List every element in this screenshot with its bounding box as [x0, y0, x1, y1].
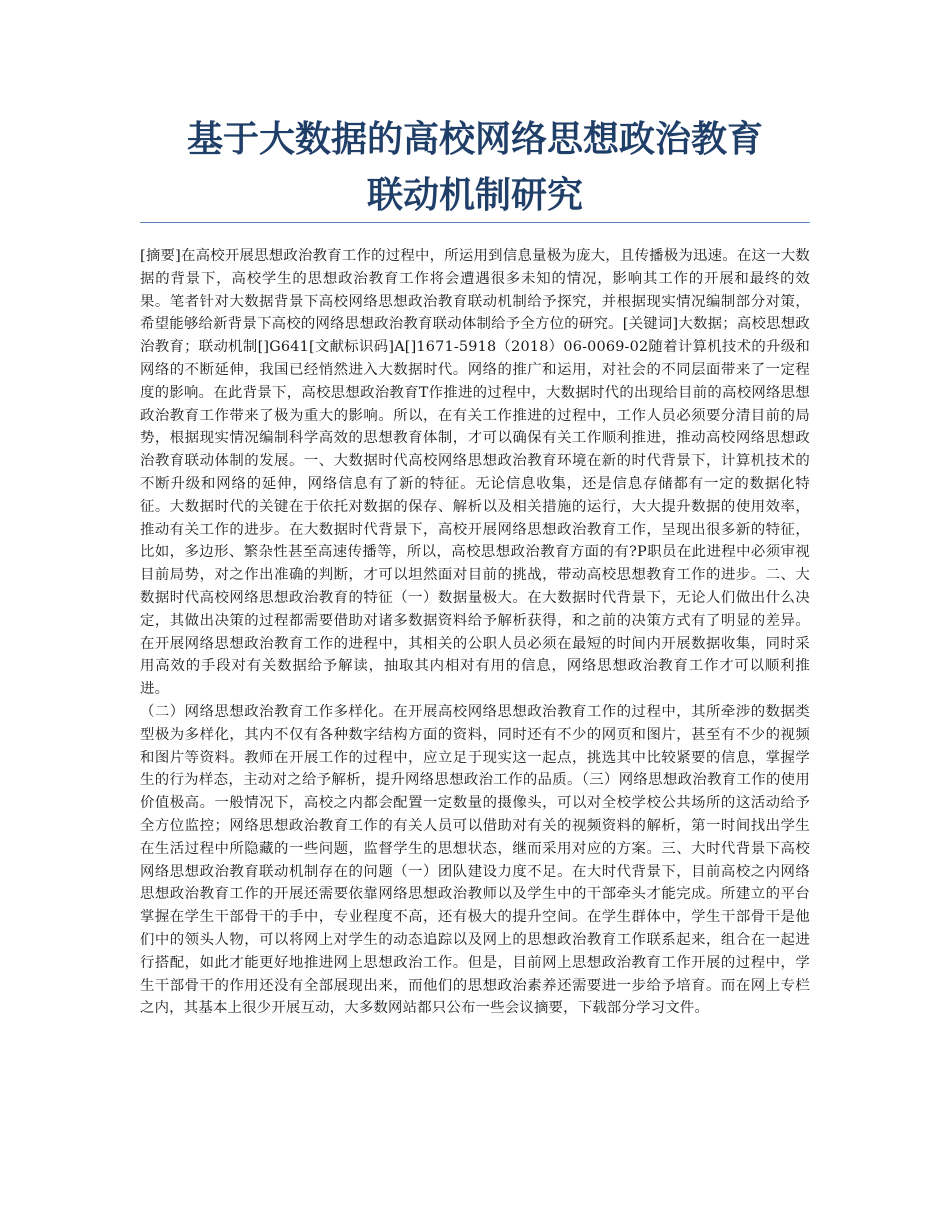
article-body — [140, 245, 810, 1020]
paragraph-2: （二）网络思想政治教育工作多样化。在开展高校网络思想政治教育工作的过程中，其所牵涉的数据类型极为多样化，其内不仅有各种数字结构方面的资料，同时还有不少的网页和图片，甚至有不少的视频和图片等资料。教师在开展工作的过程中，应立足于现实这一起点，挑选其中比较紧要的信息，掌握学生的行为样态，主动对之给予解析，提升网络思想政治工作的品质。（三）网络思想政治教育工作的使用价值极高。一般情况下，高校之内都会配置一定数量的摄像头，可以对全校学校公共场所的这活动给予全方位监控；网络思想政治教育工作的有关人员可以借助对有关的视频资料的解析，第一时间找出学生在生活过程中所隐藏的一些问题，监督学生的思想状态，继而采用对应的方案。三、大时代背景下高校网络思想政治教育联动机制存在的问题（一）团队建设力度不足。在大时代背景下，目前高校之内网络思想政治教育工作的开展还需要依靠网络思想政治教师以及学生中的干部牵头才能完成。所建立的平台掌握在学生干部骨干的手中，专业程度不高，还有极大的提升空间。在学生群体中，学生干部骨干是他们中的领头人物，可以将网上对学生的动态追踪以及网上的思想政治教育工作联系起来，组合在一起进行搭配，如此才能更好地推进网上思想政治工作。但是，目前网上思想政治教育工作开展的过程中，学生干部骨干的作用还没有全部展现出来，而他们的思想政治素养还需要进一步给予培育。而在网上专栏之内，其基本上很少开展互动，大多数网站都只公布一些会议摘要，下载部分学习文件。 — [140, 703, 810, 1017]
title-line-1: 基于大数据的高校网络思想政治教育 — [186, 119, 763, 160]
paragraph-1: [摘要]在高校开展思想政治教育工作的过程中，所运用到信息量极为庞大，且传播极为迅速。在这一大数据的背景下，高校学生的思想政治教育工作将会遭遇很多未知的情况，影响其工作的开展和最终的效果。笔者针对大数据背景下高校网络思想政治教育联动机制给予探究，并根据现实情况编制部分对策，希望能够给新背景下高校的网络思想政治教育联动体制给予全方位的研究。[关键词]大数据；高校思想政治教育；联动机制[]G641[文献标识码]A[]1671-5918（2018）06-0069-02随着计算机技术的升级和网络的不断延伸，我国已经悄然进入大数据时代。网络的推广和运用，对社会的不同层面带来了一定程度的影响。在此背景下，高校思想政治教育T作推进的过程中，大数据时代的出现给目前的高校网络思想政治教育工作带来了极为重大的影响。所以，在有关工作推进的过程中，工作人员必须要分清目前的局势，根据现实情况编制科学高效的思想教育体制，才可以确保有关工作顺利推进，推动高校网络思想政治教育联动体制的发展。一、大数据时代高校网络思想政治教育环境在新的时代背景下，计算机技术的不断升级和网络的延伸，网络信息有了新的特征。无论信息收集，还是信息存储都有一定的数据化特征。大数据时代的关键在于依托对数据的保存、解析以及相关措施的运行，大大提升数据的使用效率，推动有关工作的进步。在大数据时代背景下，高校开展网络思想政治教育工作，呈现出很多新的特征，比如，多边形、繁杂性甚至高速传播等，所以，高校思想政治教育方面的有?P职员在此进程中必须审视目前局势，对之作出准确的判断，才可以坦然面对目前的挑战，带动高校思想教育工作的进步。二、大数据时代高校网络思想政治教育的特征（一）数据量极大。在大数据时代背景下，无论人们做出什么决定，其做出决策的过程都需要借助对诸多数据资料给予解析获得，和之前的决策方式有了明显的差异。在开展网络思想政治教育工作的进程中，其相关的公职人员必须在最短的时间内开展数据收集，同时采用高效的手段对有关数据给予解读，抽取其内相对有用的信息，网络思想政治教育工作才可以顺利推进。 — [140, 248, 810, 698]
title-divider — [140, 222, 810, 223]
page-title — [140, 112, 810, 224]
title-line-2: 联动机制研究 — [366, 175, 583, 216]
